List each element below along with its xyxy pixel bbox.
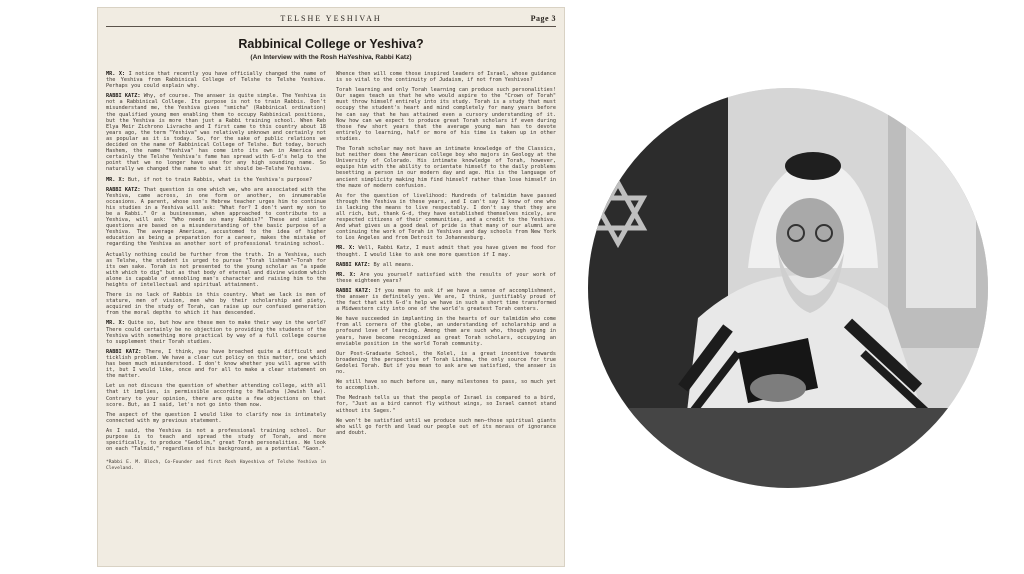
paragraph: RABBI KATZ: By all means. — [336, 261, 415, 268]
paragraph: RABBI KATZ: That question is one which we, who are associated with the Yeshiva, came across, in one form or another, on innumerable occasions. A parent, whose son's Hebrew teacher urges him to continue his studies in a Yeshiva will ask: "What for? I don't want my son to be a Rabbi." Or a businessman, when approached to contribute to a Yeshiva, will ask: "Who needs so many Rabbis?" These and similar questions are based on a misunderstanding of the basic purpose of a Yeshiva. The average American, accustomed to the idea of higher education as being a preparation for a career, makes the mistake of regarding the Yeshiva as another sort of professional training school. — [106, 186, 326, 248]
paragraph: The Torah scholar may not have an intimate knowledge of the Classics, but neither does the American college boy who majors in Geology at the University of Colorado. His intimate knowledge of Torah, however, equips him with the ability to orientate himself to the daily problems besetting a person in our modern day and age. His is the language of ancient simplicity making him find himself rather than lose himself in the maze of modern confusion. — [336, 146, 556, 189]
portrait-photo — [588, 88, 988, 488]
paragraph: We have succeeded in implanting in the hearts of our talmidim who come from all corners of the globe, an understanding of scholarship and a profound love of learning. Among them are such who, though young in years, have become recognized as great Torah scholars, occupying an enviable position in the world Torah community. — [336, 316, 556, 347]
newspaper-page — [98, 8, 564, 566]
paragraph: As I said, the Yeshiva is not a professional training school. Our purpose is to teach and spread the study of Torah, and more specifically, to produce "Gedolim," great Torah personalities. We look on each "Talmid," regardless of his background, as a potential "Gaon." — [106, 427, 326, 453]
right-column — [336, 71, 556, 476]
paragraph: RABBI KATZ: There, I think, you have broached quite a difficult and ticklish problem. We have a clear cut policy on this matter, one which has been much misunderstood. I don't know whether you will agree with it, but I would like, once and for all to make a clear statement on the matter. — [106, 348, 327, 380]
paragraph: Let us not discuss the question of whether attending college, with all that it implies, is permissible according to Halacha (Jewish law). Contrary to your opinion, there are quite a few objections on that score. But, as I said, let's not go into them now. — [106, 383, 326, 408]
paragraph: As for the question of livelihood: Hundreds of talmidim have passed through the Yeshiva in these years, and I can't say I know of one who is lacking the means to live respectably. I don't say that they are all rich, but, thank G-d, they have established themselves nicely, are respected citizens of their communities, and a credit to the Yeshiva. And what gives us a good deal of pride is that many of our alumni are continuing the work of Torah in Yeshivos and day schools from New York to Los Angeles and from Detroit to Johannesburg. — [336, 192, 556, 242]
paragraph: We won't be satisfied until we produce such men—those spiritual giants who will go forth and lead our people out of its morass of ignorance and doubt. — [336, 417, 556, 436]
paragraph: We still have so much before us, many milestones to pass, so much yet to accomplish. — [336, 379, 556, 392]
paragraph: MR. X: But, if not to train Rabbis, what is the Yeshiva's purpose? — [106, 176, 313, 183]
footnote: *Rabbi E. M. Bloch, Co-Founder and first Rosh Hayeshiva of Telshe Yeshiva in Cleveland. — [106, 460, 326, 472]
paragraph: Whence then will come those inspired leaders of Israel, whose guidance is so vital to the continuity of Judaism, if not from Yeshivos? — [336, 71, 556, 84]
rabbi-portrait-image — [588, 88, 988, 488]
paragraph: Actually nothing could be further from the truth. In a Yeshiva, such as Telshe, the student is urged to pursue "Torah lishmah"—Torah for its own sake. Torah is not presented to the young scholar as "a spade with which to dig" but as that body of eternal and divine wisdom which alone is capable of ennobling man's character and raising him to the heights of intellectual and spiritual attainment. — [106, 251, 326, 288]
article-body — [106, 71, 556, 476]
paragraph: There is no lack of Rabbis in this country. What we lack is men of stature, men of vision, men who by their scholarship and piety, acquired in the study of Torah, can raise up our confused generation from the moral depths to which it has descended. — [106, 292, 326, 317]
paragraph: Our Post-Graduate School, the Kolel, is a great incentive towards broadening the perspective of Torah Lishma, the only source for true Gedolei Torah. But if you mean to ask are we satisfied, the answer is no. — [336, 350, 556, 376]
publication-name: TELSHE YESHIVAH — [280, 14, 382, 23]
article-subtitle: (An Interview with the Rosh HaYeshiva, Rabbi Katz) — [250, 54, 412, 61]
page-number: Page 3 — [530, 14, 556, 23]
paragraph: MR. X: Quite so, but how are these men to make their way in the world? There could certainly be no objection to providing the students of the Yeshiva with something more practical by way of a full college course to supplement their Torah studies. — [106, 320, 326, 345]
left-column — [106, 71, 326, 476]
paragraph: MR. X: I notice that recently you have officially changed the name of the Yeshiva from Rabbinical College of Telshe to Telshe Yeshiva. Perhaps you could explain why. — [106, 71, 326, 90]
paragraph: MR. X: Are you yourself satisfied with the results of your work of these eighteen years? — [336, 271, 557, 284]
paragraph: RABBI KATZ: Why, of course. The answer is quite simple. The Yeshiva is not a Rabbinical College. Its purpose is not to train Rabbis. Don't misunderstand me, the Yeshiva gives "smicha" (Rabbinical ordination) the qualified young men enabling them to occupy Rabbinical positions, but the Yeshiva is more than just a Rabbi training school. When Reb Elya Meir Zichrono Livracho and I first came to this country about 18 years ago, the term "Yeshiva" was relatively unknown and certainly not as popular as it is today. So, for the sake of public relations we decided on the name of Rabbinical College of Telshe. But today, boruch Hashem, the name "Yeshiva" has come into its own in America and certainly the Telshe Yeshiva's fame has spread with G-d's help to the point that we no longer have use for any high sounding name. So naturally we changed the name to what it should be—Telshe Yeshiva. — [106, 93, 326, 173]
paragraph: The aspect of the question I would like to clarify now is intimately connected with my previous statement. — [106, 411, 326, 424]
paragraph: The Medrash tells us that the people of Israel is compared to a bird, for, "Just as a bird cannot fly without wings, so Israel cannot stand without its Sages." — [336, 395, 556, 414]
page-header — [106, 12, 556, 27]
paragraph: Torah learning and only Torah learning can produce such personalities! Our sages teach us that he who would aspire to the "Crown of Torah" must throw himself entirely into its study. Torah is a study that must occupy the student's heart and mind completely for many years before he can say that he has attained even a cursory understanding of it. Now how can we expect to produce great Torah scholars if even during those few short years that the average young man has to devote entirely to learning, half or more of his time is taken up in other studies. — [336, 87, 556, 142]
article-title: Rabbinical College or Yeshiva? — [238, 37, 424, 51]
paragraph: MR. X: Well, Rabbi Katz, I must admit that you have given me food for thought. I would like to ask one more question if I may. — [336, 245, 556, 258]
paragraph: RABBI KATZ: If you mean to ask if we have a sense of accomplishment, the answer is definitely yes. We are, I think, justifiably proud of the fact that with G-d's help we have in such a short time transformed a Midwestern city into one of the world's greatest Torah centers. — [336, 287, 557, 313]
